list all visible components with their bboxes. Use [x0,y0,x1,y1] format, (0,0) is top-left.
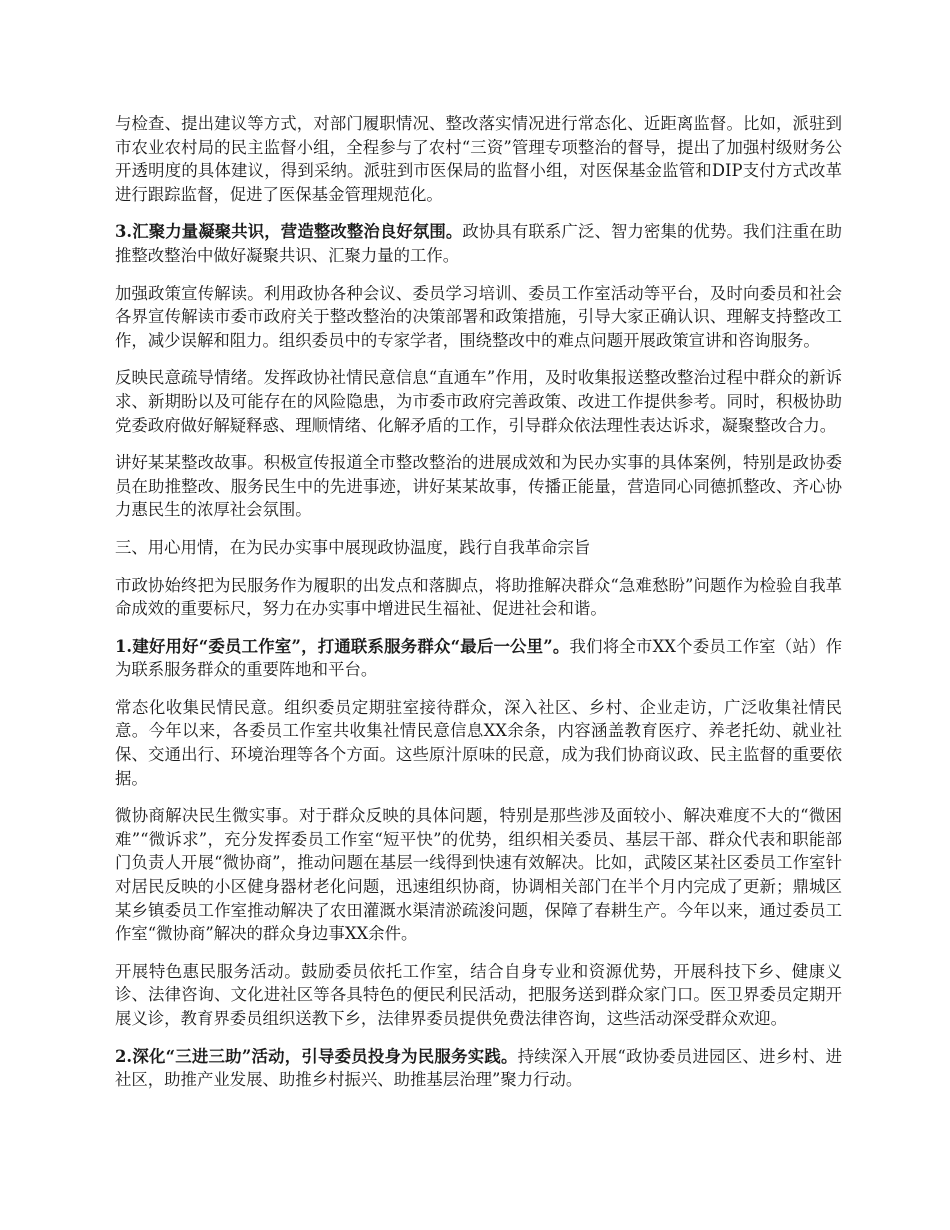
paragraph-text: 市政协始终把为民服务作为履职的出发点和落脚点，将助推解决群众“急难愁盼”问题作为检验自我革命成效的重要标尺，努力在办实事中增进民生福祉、促进社会和谐。 [115,575,842,619]
section-heading [115,536,842,560]
paragraph-text: 我们将全市XX个委员工作室（站）作为联系服务群众的重要阵地和平台。 [115,636,842,680]
paragraph-with-heading [115,1045,842,1092]
paragraph-text: 反映民意疏导情绪。发挥政协社情民意信息“直通车”作用，及时收集报送整改整治过程中群众的新诉求、新期盼以及可能存在的风险隐患，为市委市政府完善政策、改进工作提供参考。同时，积极协助党委政府做好解疑释惑、理顺情绪、化解矛盾的工作，引导群众依法理性表达诉求，凝聚整改合力。 [115,368,842,435]
paragraph-text: 加强政策宣传解读。利用政协各种会议、委员学习培训、委员工作室活动等平台，及时向委员和社会各界宣传解读市委市政府关于整改整治的决策部署和政策措施，引导大家正确认识、理解支持整改工作，减少误解和阻力。组织委员中的专家学者，围绕整改中的难点问题开展政策宣讲和咨询服务。 [115,283,842,350]
paragraph-with-heading [115,220,842,267]
paragraph-text: 常态化收集民情民意。组织委员定期驻室接待群众，深入社区、乡村、企业走访，广泛收集社情民意。今年以来，各委员工作室共收集社情民意信息XX余条，内容涵盖教育医疗、养老托幼、就业社保、交通出行、环境治理等各个方面。这些原汁原味的民意，成为我们协商议政、民主监督的重要依据。 [115,697,842,788]
paragraph-text: 政协具有联系广泛、智力密集的优势。我们注重在助推整改整治中做好凝聚共识、汇聚力量的工作。 [115,222,842,265]
paragraph [115,282,842,353]
paragraph-bold-lead: 1.建好用好“委员工作室”，打通联系服务群众“最后一公里”。 [115,636,570,656]
paragraph [115,804,842,946]
paragraph-text: 微协商解决民生微实事。对于群众反映的具体问题，特别是那些涉及面较小、解决难度不大的“微困难”“微诉求”，充分发挥委员工作室“短平快”的优势，组织相关委员、基层干部、群众代表和职能部门负责人开展“微协商”，推动问题在基层一线得到快速有效解决。比如，武陵区某社区委员工作室针对居民反映的小区健身器材老化问题，迅速组织协商，协调相关部门在半个月内完成了更新；鼎城区某乡镇委员工作室推动解决了农田灌溉水渠清淤疏浚问题，保障了春耕生产。今年以来，通过委员工作室“微协商”解决的群众身边事XX余件。 [115,806,842,944]
paragraph [115,696,842,790]
paragraph [115,960,842,1031]
paragraph [115,366,842,437]
paragraph-text: 讲好某某整改故事。积极宣传报道全市整改整治的进展成效和为民办实事的具体案例，特别是政协委员在助推整改、服务民生中的先进事迹，讲好某某故事，传播正能量，营造同心同德抓整改、齐心协力惠民生的浓厚社会氛围。 [115,453,842,520]
paragraph-text: 开展特色惠民服务活动。鼓励委员依托工作室，结合自身专业和资源优势，开展科技下乡、健康义诊、法律咨询、文化进社区等各具特色的便民利民活动，把服务送到群众家门口。医卫界委员定期开展义诊，教育界委员组织送教下乡，法律界委员提供免费法律咨询，这些活动深受群众欢迎。 [115,961,842,1028]
paragraph-bold-lead: 3.汇聚力量凝聚共识，营造整改整治良好氛围。 [115,222,463,242]
paragraph [115,112,842,206]
paragraph-text: 与检查、提出建议等方式，对部门履职情况、整改落实情况进行常态化、近距离监督。比如，派驻到市农业农村局的民主监督小组，全程参与了农村“三资”管理专项整治的督导，提出了加强村级财务公开透明度的具体建议，得到采纳。派驻到市医保局的监督小组，对医保基金监管和DIP支付方式改革进行跟踪监督，促进了医保基金管理规范化。 [115,114,842,204]
paragraph-text: 持续深入开展“政协委员进园区、进乡村、进社区，助推产业发展、助推乡村振兴、助推基层治理”聚力行动。 [115,1046,842,1090]
paragraph [115,574,842,621]
document-body [115,112,842,1106]
paragraph-with-heading [115,635,842,682]
section-heading-text: 三、用心用情，在为民办实事中展现政协温度，践行自我革命宗旨 [115,537,591,557]
paragraph-bold-lead: 2.深化“三进三助”活动，引导委员投身为民服务实践。 [115,1046,518,1066]
paragraph [115,451,842,522]
